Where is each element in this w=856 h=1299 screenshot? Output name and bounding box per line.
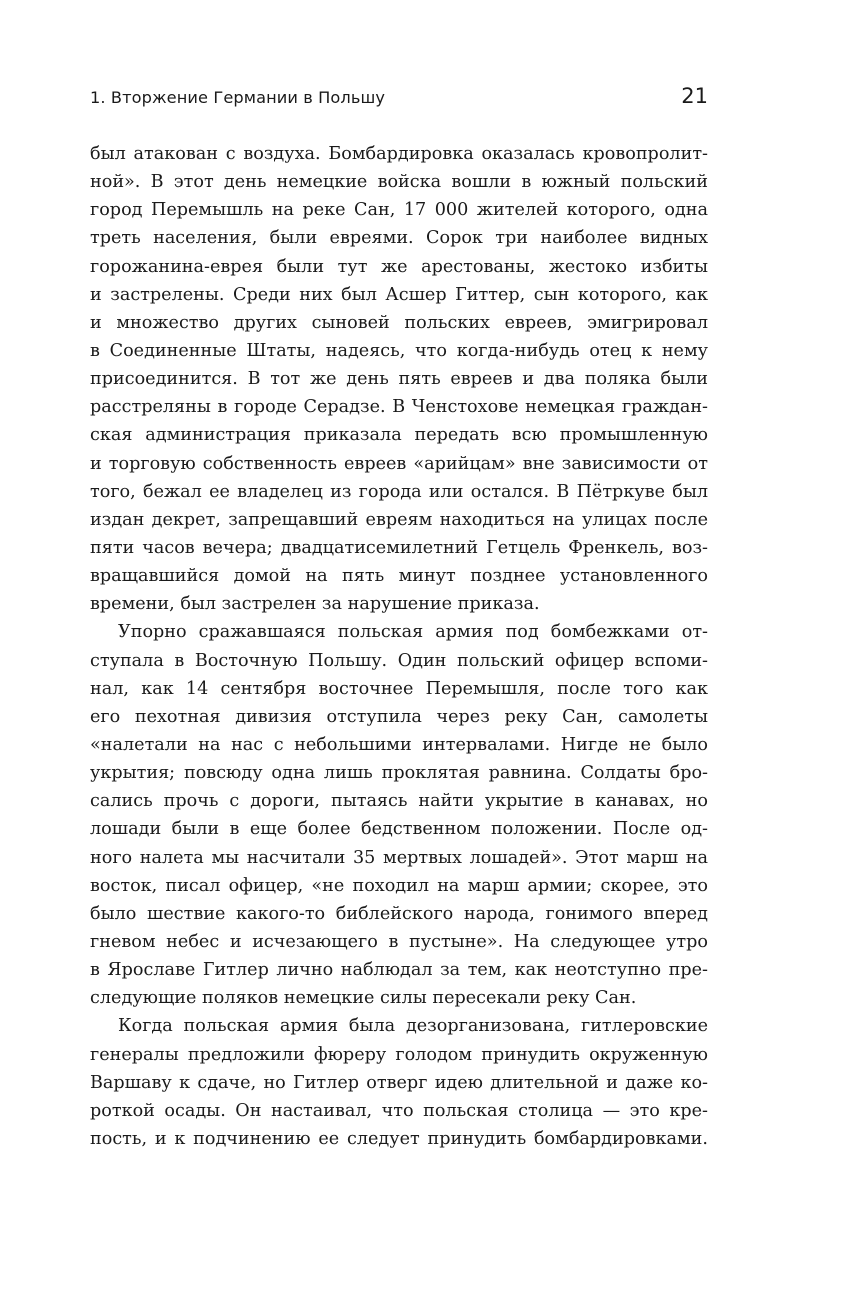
text-line: вращавшийся домой на пять минут позднее установленного — [90, 566, 708, 587]
text-line: нал, как 14 сентября восточнее Перемышля, после того как — [90, 678, 708, 699]
text-line: издан декрет, запрещавший евреям находиться на улицах после — [90, 509, 708, 530]
text-line: Когда польская армия была дезорганизована, гитлеровские — [118, 1016, 708, 1037]
text-line: ной». В этот день немецкие войска вошли в южный польский — [90, 172, 708, 193]
text-line: и торговую собственность евреев «арийцам» вне зависимости от — [90, 453, 708, 474]
text-line: следующие поляков немецкие силы пересекали реку Сан. — [90, 988, 637, 1009]
text-line: роткой осады. Он настаивал, что польская столица — это кре- — [90, 1100, 708, 1121]
text-line: Упорно сражавшаяся польская армия под бомбежками от- — [118, 622, 708, 643]
text-line: ступала в Восточную Польшу. Один польский офицер вспоми- — [90, 650, 708, 671]
text-line: в Соединенные Штаты, надеясь, что когда-нибудь отец к нему — [90, 340, 708, 361]
text-line: треть населения, были евреями. Сорок три наиболее видных — [90, 228, 708, 249]
paragraph-3 — [90, 1012, 708, 1153]
text-line: времени, был застрелен за нарушение приказа. — [90, 594, 540, 615]
text-line: ская администрация приказала передать всю промышленную — [90, 425, 708, 446]
paragraph-1 — [90, 140, 708, 618]
text-line: лошади были в еще более бедственном положении. После од- — [90, 819, 708, 840]
text-line: и множество других сыновей польских евреев, эмигрировал — [90, 312, 708, 333]
page-number: 21 — [681, 84, 708, 108]
text-line: пость, и к подчинению ее следует принудить бомбардировками. — [90, 1128, 708, 1149]
paragraph-2 — [90, 618, 708, 1012]
text-line: и застрелены. Среди них был Асшер Гиттер, сын которого, как — [90, 284, 708, 305]
text-line: восток, писал офицер, «не походил на марш армии; скорее, это — [90, 875, 708, 896]
page-header — [90, 84, 708, 116]
running-head: 1. Вторжение Германии в Польшу — [90, 88, 386, 107]
text-line: укрытия; повсюду одна лишь проклятая равнина. Солдаты бро- — [90, 763, 708, 784]
body-text — [90, 140, 708, 1153]
text-line: было шествие какого-то библейского народа, гонимого вперед — [90, 903, 708, 924]
text-line: гневом небес и исчезающего в пустыне». На следующее утро — [90, 931, 708, 952]
text-line: генералы предложили фюреру голодом принудить окруженную — [90, 1044, 708, 1065]
text-line: расстреляны в городе Серадзе. В Ченстохове немецкая граждан- — [90, 397, 708, 418]
text-line: ного налета мы насчитали 35 мертвых лошадей». Этот марш на — [90, 847, 708, 868]
text-line: «налетали на нас с небольшими интервалами. Нигде не было — [90, 734, 708, 755]
text-line: город Перемышль на реке Сан, 17 000 жителей которого, одна — [90, 200, 708, 221]
text-line: его пехотная дивизия отступила через реку Сан, самолеты — [90, 706, 708, 727]
text-line: в Ярославе Гитлер лично наблюдал за тем, как неотступно пре- — [90, 960, 708, 981]
text-line: того, бежал ее владелец из города или остался. В Пётркуве был — [90, 481, 708, 502]
text-line: горожанина-еврея были тут же арестованы, жестоко избиты — [90, 256, 708, 277]
text-line: Варшаву к сдаче, но Гитлер отверг идею длительной и даже ко- — [90, 1072, 708, 1093]
text-line: сались прочь с дороги, пытаясь найти укрытие в канавах, но — [90, 791, 708, 812]
text-line: пяти часов вечера; двадцатисемилетний Гетцель Френкель, воз- — [90, 537, 708, 558]
text-line: был атакован с воздуха. Бомбардировка оказалась кровопролит- — [90, 144, 708, 164]
text-line: присоединится. В тот же день пять евреев и два поляка были — [90, 369, 708, 390]
